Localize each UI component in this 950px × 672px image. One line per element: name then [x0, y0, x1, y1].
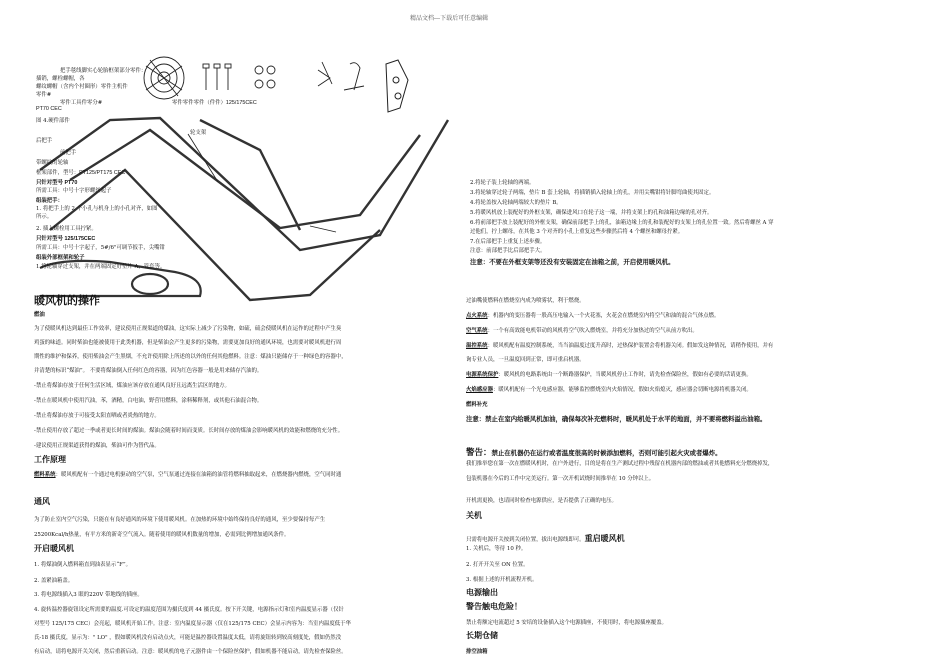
start-step-2: 2. 盖紧油箱盖。: [34, 578, 74, 584]
model-125-title: 只针对型号 125/175CEC: [36, 236, 96, 242]
ignition-label: 点火系统: [466, 313, 488, 319]
work-principle-title: 工作原理: [34, 455, 66, 464]
rule-1: -禁止将煤油存放于任何生活区域，煤油应该存放在通风良好且远离生活区的地方。: [34, 383, 230, 389]
air-label: 空气系统: [466, 328, 488, 334]
warning-text: 禁止在机器仍在运行或者温度很高的时候添加燃料，否则可能引起火灾或者爆炸。: [491, 450, 722, 457]
start-step-5: 对型号 125/175 CEC）会亮起，暖风机开始工作。注意：室内温度显示器（仅在125/175 CEC）会显示内容为：当室内温度低于华: [34, 621, 351, 627]
air-line: [466, 326, 698, 334]
ignition-line: [466, 311, 719, 319]
flame-label: 火焰感应器: [466, 387, 493, 393]
fuel-line-2: 鸡蛋的味道。同时柴油也能被使用于此类机器，但是柴油会产生更多的污染物，需要更加良好的通风环境，也需要对暖风机进行周: [34, 340, 342, 346]
flame-line: [466, 385, 752, 393]
vent-line-2: 25200Kcal/h热量，有平方米的新奇空气流入。随着使用的暖风机数量的增加，必需到比例增加通风条件。: [34, 532, 290, 538]
fuel-line-1: 为了使暖风机达到最佳工作效率，建议使用正规渠道的煤油，这实际上减少了污染物，如硫，硫会使暖风机在运作的过程中产生臭: [34, 326, 342, 332]
assemble-wheels-title: 组装外部框架和轮子: [36, 255, 85, 261]
power-protect-line: [466, 370, 752, 378]
right-step-5: 5.将暖风机放上装配好的外框支架，确保进风口在轮子这一端，并将支架上的孔和油箱边缘的孔对齐。: [470, 210, 713, 216]
parts-line-3: 螺纹螺帽（含内个衬圈形）零件主机件: [36, 84, 128, 90]
power-output-title: 电源输出: [466, 588, 498, 597]
parts-line-1: 把手毯线脚实心轮胎框架部分零件：: [60, 68, 147, 74]
frame-step-1: 1.将轮轴穿过支架，并在两端固定好垫片 A，管套等。: [36, 264, 166, 270]
ventilation-title: 通风: [34, 497, 50, 506]
first-use-line-2: 包装机器在今后的工作中完美运行。第一次开机试烧时间推举在 10 分钟以上。: [466, 476, 655, 482]
rule-5: -建议使用正规渠道获得的煤油，柴油可作为替代品。: [34, 443, 160, 449]
fuel-line-3: 期性的维护和保养，使用柴油会产生黑烟，不允许使用除上所述的以外的任何其他燃料。注意：煤油只能储存于一种绿色的容器中，: [34, 354, 347, 360]
label-threaded-axle: 带螺纹的轮轴: [36, 160, 69, 166]
voltage-line: 开机需更换，也请同时检查电源供应，是否提供了正确的电压。: [466, 498, 617, 504]
rule-2: -禁止在暖风机中使用汽油，苯，酒精，白电油，野营用燃料，涂料稀释剂，或其他石油混合物。: [34, 398, 263, 404]
vent-line-1: 为了防止室内空气污染，只能在有良好通风的环境下使用暖风机。在加热的环境中始终保持良好的通风，至少要保持每产生: [34, 517, 326, 523]
start-step-6: 氏-18 摄氏度，显示为：" LO" ，假如暖风机没有启动点火，可能是温控器设置温度太低，请将旋钮转到较高刻度处，假如仍然没: [34, 635, 342, 641]
shutdown-title: 关机: [466, 511, 482, 520]
right-note-front-handle: 注意：前部把手比后部把手大。: [470, 248, 546, 254]
right-step-3: 3.将轮轴穿过轮子两端，垫片 B 套上轮轴，将插销插入轮轴上的孔，并用尖嘴钳将针脚弯曲使其固定。: [470, 190, 715, 196]
start-step-3: 3. 将电源线插入3 眼的220V 带地线的插座。: [34, 592, 143, 598]
assemble-handle-title: 组装把手：: [36, 198, 63, 204]
air-text: ：一个有高效能电机带动的风机将空气吹入燃烧室，并将充分加热过的空气从前方吹出。: [487, 328, 698, 334]
shutdown-line: [466, 526, 625, 545]
label-front-handle: 前把手: [60, 150, 77, 156]
pt70-title: 只针对型号 PT70: [36, 180, 78, 186]
parts-line-6: 零件零件零件（件件）125/175CEC: [172, 100, 257, 106]
fuel-system-label: 燃料系统: [34, 472, 56, 478]
start-title: 开启暖风机: [34, 544, 74, 553]
first-use-line-1: 我们推举您在第一次在燃暖风机时，在户外进行，目的是将在生产测试过程中残留在机器内部的燃油或者其他燃料充分燃烧掉发，: [466, 461, 774, 467]
restart-step-3: 3. 根据上述的开机流程开机。: [466, 577, 538, 583]
storage-title: 长期仓储: [466, 631, 498, 640]
shutdown-text: 只需将电源开关按到关闭位置，拔出电源线即可。: [466, 537, 585, 543]
right-step-4: 4.将轮盖按入轮轴两端较大的垫片 B。: [470, 200, 562, 206]
parts-line-4: 零件#: [36, 92, 52, 98]
label-frame-model: 框架部件，型号：PT125/PT175 CEC: [36, 170, 126, 176]
temp-text: ：暖风机配有温度控制系统，当当油温度过度升高时，过热保护装置会将机器关闭。假如发这种情况，请稍作使用，并有: [487, 343, 774, 349]
right-step-2: 2.将轮子装上轮轴的两端。: [470, 180, 535, 186]
ignition-text: ：机器内的变压器将一股高压电输入一个火花塞，火花会在燃烧室内将空气和油的混合气体点燃。: [487, 313, 720, 319]
restart-step-1: 1. 关机后，等待 10 秒。: [466, 546, 527, 552]
parts-line-2: 插销，螺栓螺帽，各: [36, 76, 85, 82]
right-step-7: 7.在后部把手上重复上述步骤。: [470, 239, 546, 245]
step-2: 2. 插入螺栓用工具拧紧。: [36, 226, 97, 232]
power-protect-text: ：暖风机的电路系统由一个断路器保护，当暖风机停止工作时，请先检查保险丝，假如有必要的话请更换。: [498, 372, 752, 378]
parts-line-7: PT70 CEC: [36, 106, 62, 112]
pt70-tool: 所需工具：中号十字形螺丝起子: [36, 188, 112, 194]
fuel-system-text: ：暖风机配有一个通过电机驱动的空气泵，空气泵通过连接在油箱的油管将燃料抽取起来，在燃烧器内燃烧，空气同时通: [55, 472, 342, 478]
wheel-drawing: [144, 57, 184, 99]
temp-label: 温控系统: [466, 343, 488, 349]
rule-4: -禁止使用存放了超过一季或者更长时间的煤油。煤油会随着时间而变质。长时间存放的煤油会影响暖风机的效能和燃烧的充分性。: [34, 428, 344, 434]
temp-line-2: 询专业人员，一旦温度回到正常，即可重启机器。: [466, 357, 585, 363]
model-125-tool: 所需工具：中号十字起子，5#/6"可调节扳手，尖嘴钳: [36, 245, 165, 251]
restart-title: 重启暖风机: [584, 534, 625, 543]
start-step-4: 4. 旋转温控器旋钮设定所需要的温度.可设定的温度范围为摄氏度到 44 摄氏度。按下开关键，电源指示灯和室内温度显示器（仅针: [34, 607, 344, 613]
power-protect-label: 电源系统保护: [466, 372, 499, 378]
warning-label: 警告：: [466, 447, 492, 457]
note-frame-warning: 注意：不要在外框支架等还没有安装固定在油箱之前，开启使用暖风机。: [470, 259, 675, 266]
frame-support-label: 轮支架: [190, 130, 207, 136]
temp-line-1: [466, 341, 773, 349]
start-step-7: 有启动，请将电源开关关闭，然后重新启动。注意：暖风机的电子元器件由一个保险丝保护，假如机器不能启动，请先检查保险丝。: [34, 649, 347, 655]
refuel-title: 燃料补充: [466, 402, 488, 408]
bracket-drawing: [386, 60, 408, 112]
right-step-6b: 过他们，拧上螺母，在其他 3 个对齐的小孔上重复这些步骤然后将 4 个螺丝和螺母拧紧。: [470, 229, 684, 235]
restart-step-2: 2. 打开开关至 ON 位置。: [466, 562, 529, 568]
refuel-warning: [466, 440, 722, 459]
fuel-line-4: 并清楚的标识“煤油”。 不要将煤油倒入任何红色的容器，因为红色容器一般是用来储存汽油的。: [34, 368, 263, 374]
parts-line-5: 零件工具件零分#: [60, 100, 103, 106]
shock-line: 禁止将额定电流超过 5 安培的设备插入这个电源插座，不使用时，将电源插座覆盖。: [466, 620, 667, 626]
drain-tank-title: 排空油箱: [466, 649, 488, 655]
step-1b: 所示。: [36, 214, 53, 220]
label-rear-handle: 后把手: [36, 138, 53, 144]
refuel-note: 注意：禁止在室内给暖风机加油，确保每次补充燃料时，暖风机处于水平的地面，并不要将燃料溢出油箱。: [466, 416, 767, 423]
page-header: 精品文档---下载后可任意编辑: [410, 15, 489, 22]
parts-line-8: 图 4.硬件部件: [36, 118, 70, 124]
step-1: 1. 将把手上的 2 个小孔与机身上的小孔对齐，如图: [36, 206, 158, 212]
bolts-drawing: [203, 62, 364, 90]
right-step-6: 6.将前部把手放上装配好的外框支架，确保前部把手上的孔，油箱边缘上的孔和装配好的支架上的孔位置一致。然后将螺丝 A 穿: [470, 220, 774, 226]
flame-text: ：暖风机配有一个光电感应器，能够监控燃烧室内火焰情况，假如火焰熄灭，感应器会切断电源将机器关闭。: [492, 387, 752, 393]
operation-title: 暖风机的操作: [34, 295, 100, 307]
combustion-line: 过油嘴使燃料在燃烧室内成为喷雾状，利于燃烧。: [466, 298, 585, 304]
fuel-system-line: [34, 470, 341, 478]
start-step-1: 1. 将煤油倒入燃料箱直到油表显示“F”。: [34, 562, 131, 568]
fuel-title: 燃油: [34, 312, 45, 318]
rule-3: -禁止将煤油存放于可接受太阳直晒或者炎热的地方。: [34, 413, 160, 419]
shock-warning-title: 警告触电危险！: [466, 602, 522, 611]
